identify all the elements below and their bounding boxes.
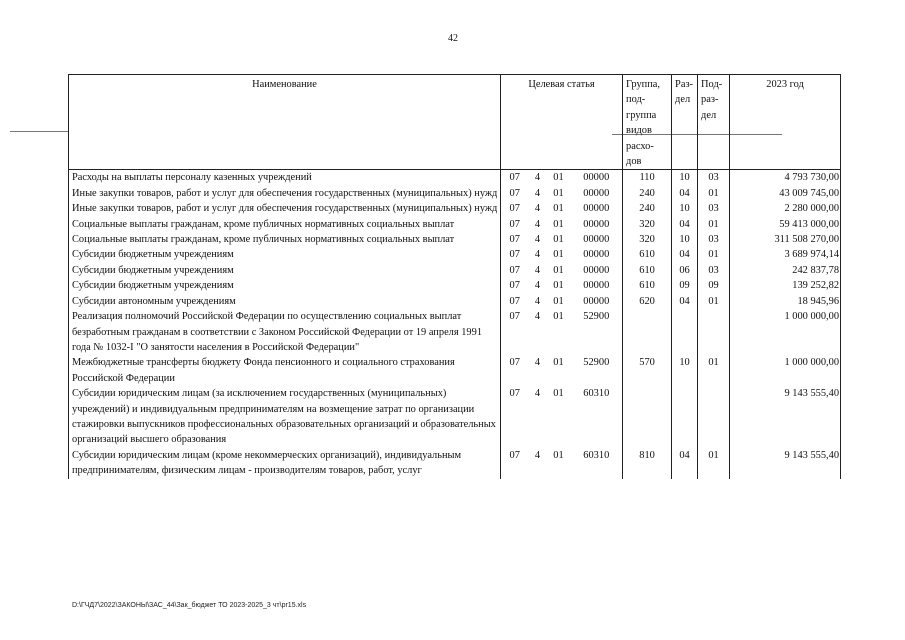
code-part-b: 4 (534, 264, 541, 276)
header-line: под- (626, 94, 646, 106)
code-part-b: 4 (534, 172, 541, 184)
group-code: 610 (623, 278, 672, 293)
row-name: Межбюджетные трансферты бюджету Фонда пенсионного и социального страхования Российской Федерации (69, 355, 501, 386)
group-code: 320 (623, 232, 672, 247)
code-part-b: 4 (534, 388, 541, 400)
code-part-c: 01 (553, 388, 564, 400)
razdel-code: 09 (672, 278, 698, 293)
row-name: Реализация полномочий Российской Федерации по осуществлению социальных выплат безработным гражданам в соответствии с Законом Российской Федерации от 19 апреля 1991 года № 1032-I "О занятости населения в Российской Федерации" (69, 309, 501, 355)
code-part-c: 01 (553, 295, 564, 307)
podrazdel-code: 03 (698, 232, 730, 247)
amount-2023: 59 413 000,00 (730, 217, 841, 232)
table-row (69, 232, 841, 247)
header-line: раз- (701, 94, 719, 106)
amount-2023: 242 837,78 (730, 263, 841, 278)
code-part-d: 00000 (571, 170, 623, 186)
header-group (623, 75, 672, 170)
table-header-row (69, 75, 841, 170)
podrazdel-code: 03 (698, 263, 730, 278)
amount-2023: 139 252,82 (730, 278, 841, 293)
code-part-d: 60310 (571, 448, 623, 479)
podrazdel-code: 03 (698, 201, 730, 216)
razdel-code: 04 (672, 247, 698, 262)
table-row (69, 247, 841, 262)
budget-table (68, 74, 841, 479)
code-part-c: 01 (553, 187, 564, 199)
razdel-code: 10 (672, 170, 698, 186)
code-part-b: 4 (534, 203, 541, 215)
amount-2023: 311 508 270,00 (730, 232, 841, 247)
code-part-c: 01 (553, 449, 564, 461)
table-row (69, 278, 841, 293)
header-line: дел (675, 94, 691, 106)
code-part-a: 07 (501, 294, 529, 309)
razdel-code (672, 309, 698, 355)
table-row (69, 217, 841, 232)
code-part-b: 4 (534, 249, 541, 261)
group-code: 620 (623, 294, 672, 309)
table-row (69, 170, 841, 186)
group-code: 320 (623, 217, 672, 232)
table-row (69, 201, 841, 216)
header-line: Группа, (626, 79, 660, 90)
group-code: 240 (623, 201, 672, 216)
podrazdel-code: 01 (698, 186, 730, 201)
code-part-a: 07 (501, 170, 529, 186)
code-part-d: 00000 (571, 263, 623, 278)
code-part-d: 00000 (571, 201, 623, 216)
code-part-c: 01 (553, 264, 564, 276)
code-part-a: 07 (501, 186, 529, 201)
amount-2023: 2 280 000,00 (730, 201, 841, 216)
table-row (69, 263, 841, 278)
code-part-a: 07 (501, 355, 529, 386)
razdel-code: 04 (672, 217, 698, 232)
code-part-c: 01 (553, 203, 564, 215)
podrazdel-code (698, 309, 730, 355)
row-name: Субсидии бюджетным учреждениям (69, 263, 501, 278)
group-code: 810 (623, 448, 672, 479)
code-part-a: 07 (501, 263, 529, 278)
table-row (69, 294, 841, 309)
row-name: Субсидии бюджетным учреждениям (69, 278, 501, 293)
group-code: 610 (623, 263, 672, 278)
code-part-c: 01 (553, 280, 564, 292)
table-row (69, 309, 841, 355)
amount-2023: 1 000 000,00 (730, 355, 841, 386)
row-name: Субсидии юридическим лицам (кроме некоммерческих организаций), индивидуальным предпринимателям, физическим лицам - производителям товаров, работ, услуг (69, 448, 501, 479)
podrazdel-code: 01 (698, 294, 730, 309)
code-part-a: 07 (501, 247, 529, 262)
table-row (69, 386, 841, 448)
podrazdel-code: 01 (698, 247, 730, 262)
razdel-code: 10 (672, 201, 698, 216)
podrazdel-code: 01 (698, 448, 730, 479)
code-part-b: 4 (534, 449, 541, 461)
code-part-b: 4 (534, 357, 541, 369)
table-row (69, 448, 841, 479)
amount-2023: 9 143 555,40 (730, 386, 841, 448)
header-line: видов (626, 125, 652, 137)
razdel-code: 10 (672, 232, 698, 247)
code-part-d: 52900 (571, 309, 623, 355)
code-part-a: 07 (501, 217, 529, 232)
code-part-a: 07 (501, 309, 529, 355)
code-part-d: 52900 (571, 355, 623, 386)
podrazdel-code: 01 (698, 355, 730, 386)
group-code: 570 (623, 355, 672, 386)
header-name: Наименование (69, 75, 501, 170)
header-line: Раз- (675, 79, 694, 90)
code-part-c: 01 (553, 234, 564, 246)
table-row (69, 186, 841, 201)
header-line: расхо- (626, 140, 654, 152)
row-name: Расходы на выплаты персоналу казенных учреждений (69, 170, 501, 186)
amount-2023: 18 945,96 (730, 294, 841, 309)
amount-2023: 4 793 730,00 (730, 170, 841, 186)
code-part-b: 4 (534, 311, 541, 323)
code-part-a: 07 (501, 232, 529, 247)
razdel-code: 04 (672, 448, 698, 479)
file-path-footer: D:\ГЧД7\2022\ЗАКОНЫ\ЗАС_44\Зак_бюджет ТО 2023-2025_3 чт\рr15.xls (72, 602, 307, 609)
budget-table-wrap (68, 74, 840, 479)
header-line: Под- (701, 79, 723, 90)
code-part-d: 00000 (571, 294, 623, 309)
code-part-d: 00000 (571, 232, 623, 247)
amount-2023: 9 143 555,40 (730, 448, 841, 479)
group-code (623, 386, 672, 448)
razdel-code (672, 386, 698, 448)
header-year: 2023 год (730, 75, 841, 170)
row-name: Иные закупки товаров, работ и услуг для обеспечения государственных (муниципальных) нужд (69, 186, 501, 201)
header-target: Целевая статья (501, 75, 623, 170)
row-name: Иные закупки товаров, работ и услуг для обеспечения государственных (муниципальных) нужд (69, 201, 501, 216)
header-razdel (672, 75, 698, 170)
razdel-code: 04 (672, 186, 698, 201)
header-line: дов (626, 156, 642, 168)
group-code (623, 309, 672, 355)
code-part-c: 01 (553, 172, 564, 184)
page-number: 42 (448, 33, 458, 44)
code-part-d: 00000 (571, 278, 623, 293)
header-line: группа (626, 109, 657, 121)
podrazdel-code (698, 386, 730, 448)
table-row (69, 355, 841, 386)
code-part-c: 01 (553, 249, 564, 261)
code-part-c: 01 (553, 218, 564, 230)
code-part-b: 4 (534, 187, 541, 199)
amount-2023: 43 009 745,00 (730, 186, 841, 201)
razdel-code: 10 (672, 355, 698, 386)
row-name: Субсидии юридическим лицам (за исключением государственных (муниципальных) учреждений) и индивидуальным предпринимателям на возмещение затрат по организации стажировки выпускников профессиональных образовательных организаций и образовательных организаций высшего образования (69, 386, 501, 448)
header-line: дел (701, 109, 717, 121)
amount-2023: 1 000 000,00 (730, 309, 841, 355)
code-part-b: 4 (534, 280, 541, 292)
group-code: 610 (623, 247, 672, 262)
group-code: 110 (623, 170, 672, 186)
code-part-d: 60310 (571, 386, 623, 448)
razdel-code: 06 (672, 263, 698, 278)
code-part-a: 07 (501, 386, 529, 448)
code-part-c: 01 (553, 311, 564, 323)
amount-2023: 3 689 974,14 (730, 247, 841, 262)
header-podrazdel (698, 75, 730, 170)
code-part-a: 07 (501, 201, 529, 216)
group-code: 240 (623, 186, 672, 201)
code-part-d: 00000 (571, 186, 623, 201)
row-name: Субсидии бюджетным учреждениям (69, 247, 501, 262)
code-part-a: 07 (501, 448, 529, 479)
code-part-c: 01 (553, 357, 564, 369)
code-part-b: 4 (534, 295, 541, 307)
code-part-b: 4 (534, 234, 541, 246)
podrazdel-code: 01 (698, 217, 730, 232)
razdel-code: 04 (672, 294, 698, 309)
row-name: Субсидии автономным учреждениям (69, 294, 501, 309)
code-part-d: 00000 (571, 247, 623, 262)
code-part-d: 00000 (571, 217, 623, 232)
scan-artifact-line (10, 131, 68, 132)
code-part-b: 4 (534, 218, 541, 230)
podrazdel-code: 03 (698, 170, 730, 186)
row-name: Социальные выплаты гражданам, кроме публичных нормативных социальных выплат (69, 232, 501, 247)
row-name: Социальные выплаты гражданам, кроме публичных нормативных социальных выплат (69, 217, 501, 232)
podrazdel-code: 09 (698, 278, 730, 293)
code-part-a: 07 (501, 278, 529, 293)
